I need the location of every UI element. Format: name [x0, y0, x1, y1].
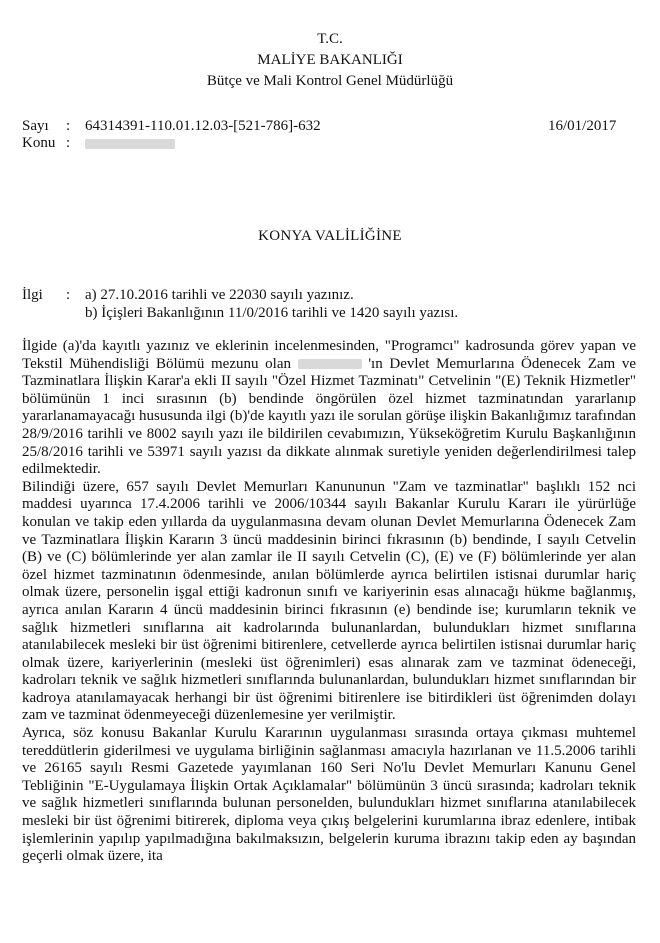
konu-redacted: [85, 134, 175, 152]
sayi-label: Sayı: [22, 118, 49, 134]
konu-label: Konu: [22, 135, 56, 151]
ilgi-colon: :: [66, 287, 71, 303]
paragraph-1-rest: 'ın Devlet Memurlarına Ödenecek Zam ve Tazminatlara İlişkin Karar'a ekli II sayılı "Özel Hizmet Tazminatı" Cetvelinin "(E) Teknik Hizmetler" bölümünün 1 inci sırasının (b) bendinde öngörülen özel hizmet tazminatından yararlanıp yararlanamayacağı hususunda ilgi (b)'de kayıtlı yazı ile sorulan görüşe ilişkin Bakanlığımız tarafından 28/9/2016 tarihli ve 8002 sayılı yazı ile bildirilen cevabımızın, Yükseköğretim Kurulu Başkanlığının 25/8/2016 tarihli ve 53971 sayılı yazısı da dikkate alınmak suretiyle yeniden değerlendirilmesi talep edilmektedir.: [22, 355, 637, 478]
ilgi-label: İlgi: [22, 287, 43, 303]
header-directorate: Bütçe ve Mali Kontrol Genel Müdürlüğü: [206, 73, 454, 89]
letter-body: [22, 338, 636, 866]
paragraph-1-start: İlgide (a)'da kayıtlı yazınız ve eklerinin incelenmesinden, "Programcı" kadrosunda görev yapan ve Tekstil Mühendisliği Bölümü mezunu olan: [22, 338, 636, 372]
paragraph-2: Bilindiği üzere, 657 sayılı Devlet Memurları Kanununun "Zam ve tazminatlar" başlıklı 152 nci maddesi uyarınca 17.4.2006 tarihli ve 2006/10344 sayılı Bakanlar Kurulu Kararı ile yürürlüğe konulan ve takip eden yıllarda da uygulanmasına devam olunan Devlet Memurlarına Ödenecek Zam ve Tazminatlara İlişkin Kararın 3 üncü maddesinin birinci fıkrasının (b) bendinde, I sayılı Cetvelin (B) ve (C) bölümlerinde yer alan zamlar ile II sayılı Cetvelin (C), (E) ve (F) bölümlerinde yer alan özel hizmet tazminatının ödenmesinde, anılan bölümlerde ayrıca belirtilen istisnai durumlar hariç olmak üzere, personelin işgal ettiği kadronun sınıfı ve kariyerinin esas alınacağı hükme bağlanmış, ayrıca anılan Kararın 4 üncü maddesinin birinci fıkrasının (e) bendinde ise; kurumların teknik ve sağlık hizmetleri sınıflarına ait kadrolarında bulunanlardan, bulundukları hizmet sınıflarına atanılabilecek mesleki bir üst öğrenimi bitirenlere, cetvellerde ayrıca belirtilen istisnai durumlar hariç olmak üzere, kariyerlerinin (mesleki üst öğrenimleri) esas alınarak zam ve tazminat ödeneceği, kadroları teknik ve sağlık hizmetleri sınıflarında bulunanlardan, bulundukları hizmet sınıflarından bir kadroya atanılamayacak herhangi bir üst öğrenimi bitirenlere ise bitirdikleri üst öğrenimden dolayı zam ve tazminat ödenmeyeceği düzenlemesine yer verilmiştir.: [22, 478, 636, 724]
paragraph-3: Ayrıca, söz konusu Bakanlar Kurulu Kararının uygulanması sırasında ortaya çıkması muhtemel tereddütlerin giderilmesi ve uygulama birliğinin sağlanması amacıyla hazırlanan ve 11.5.2006 tarihli ve 26165 sayılı Resmi Gazetede yayımlanan 160 Seri No'lu Devlet Memurları Kanunu Genel Tebliğinin "E-Uygulamaya İlişkin Ortak Açıklamalar" bölümünün 3 üncü sırasında; kadroları teknik ve sağlık hizmetleri sınıflarında bulunan personelden, bulundukları hizmet sınıflarına atanılabilecek mesleki bir üst öğrenimi bitirerek, diploma veya çıkış belgelerini kurumlarına ibraz edenlere, intibak işlemlerinin yapılıp yapılmadığına bakılmaksızın, belgelerin kuruma ibrazını takip eden ay başından geçerli olmak üzere, ita: [22, 725, 636, 865]
konu-colon: :: [66, 135, 71, 151]
header-tc: T.C.: [317, 31, 343, 47]
ilgi-a: a) 27.10.2016 tarihli ve 22030 sayılı yazınız.: [85, 287, 354, 303]
recipient-title: KONYA VALİLİĞİNE: [258, 228, 402, 244]
sayi-value: 64314391-110.01.12.03-[521-786]-632: [85, 118, 321, 134]
redacted-name: [298, 359, 362, 369]
document-date: 16/01/2017: [548, 118, 617, 134]
header-ministry: MALİYE BAKANLIĞI: [257, 52, 403, 68]
sayi-colon: :: [66, 118, 71, 134]
ilgi-b: b) İçişleri Bakanlığının 11/0/2016 tarihli ve 1420 sayılı yazısı.: [85, 305, 459, 321]
paragraph-1: [22, 338, 636, 479]
